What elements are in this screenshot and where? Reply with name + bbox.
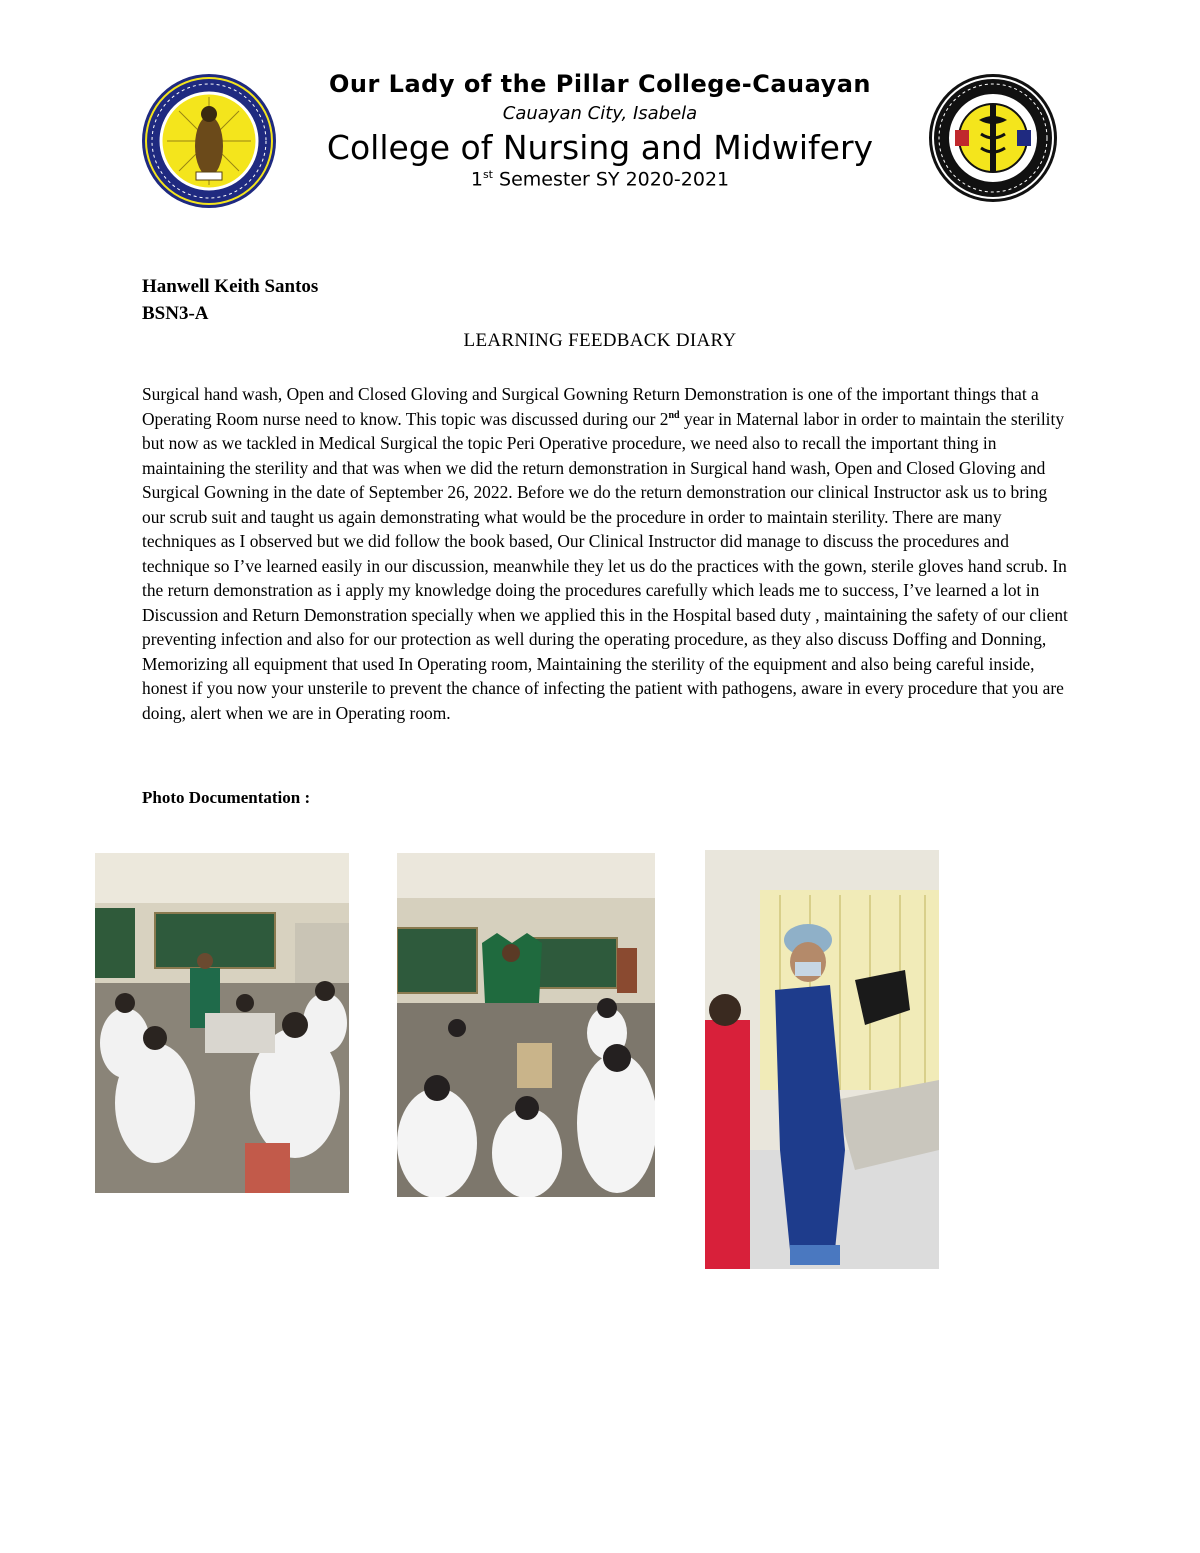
photo-documentation-heading: Photo Documentation : [142, 788, 311, 807]
diary-paragraph [142, 382, 1072, 725]
semester-suffix: st [482, 168, 493, 181]
semester-line [250, 168, 950, 190]
institution-location: Cauayan City, Isabela [502, 103, 698, 124]
semester-text: Semester SY 2020-2021 [492, 168, 730, 191]
classroom-gowning-photo-icon [397, 853, 655, 1197]
institution-name: Our Lady of the Pillar College-Cauayan [328, 70, 871, 98]
nursing-seal-icon [927, 72, 1059, 204]
document-header [0, 0, 1200, 230]
document-title: LEARNING FEEDBACK DIARY [463, 330, 737, 351]
college-name: College of Nursing and Midwifery [326, 128, 874, 167]
classroom-demonstration-photo-icon [95, 853, 349, 1193]
semester-number: 1 [470, 168, 483, 191]
paragraph-text-end: year in Maternal labor in order to maintain the sterility but now as we tackled in Medical Surgical the topic Peri Operative procedure, we need also to recall the important thing in maintaining the sterility and that was when we did the return demonstration in Surgical hand wash, Open and Closed Gloving and Surgical Gowning in the date of September 26, 2022. Before we do the return demonstration our clinical Instructor ask us to bring our scrub suit and taught us again demonstrating what would be the procedure in order to maintain sterility. There are many techniques as I observed but we did follow the book based, Our Clinical Instructor did manage to discuss the procedures and technique so I’ve learned easily in our discussion, meanwhile they let us do the practices with the gown, sterile gloves hand scrub. In the return demonstration as i apply my knowledge doing the procedures carefully which leads me to success, I’ve learned a lot in Discussion and Return Demonstration specially when we applied this in the Hospital based duty , maintaining the safety of our client preventing infection and also for our protection as well during the operating procedure, as they also discuss Doffing and Donning, Memorizing all equipment that used In Operating room, Maintaining the sterility of the equipment and also being careful inside, honest if you now your unsterile to prevent the chance of infecting the patient with pathogens, aware in every procedure that you are doing, alert when we are in Operating room. [142, 408, 1068, 723]
paragraph-ordinal-suffix: nd [668, 409, 680, 421]
student-name: Hanwell Keith Santos [142, 276, 319, 297]
student-section: BSN3-A [142, 303, 209, 324]
paragraph-text-start: Surgical hand wash, Open and Closed Gloving and Surgical Gowning Return Demonstration is one of the important things that a Operating Room nurse need to know. This topic was discussed during our 2 [142, 384, 1039, 429]
gloving-demonstration-photo-icon [705, 850, 939, 1269]
